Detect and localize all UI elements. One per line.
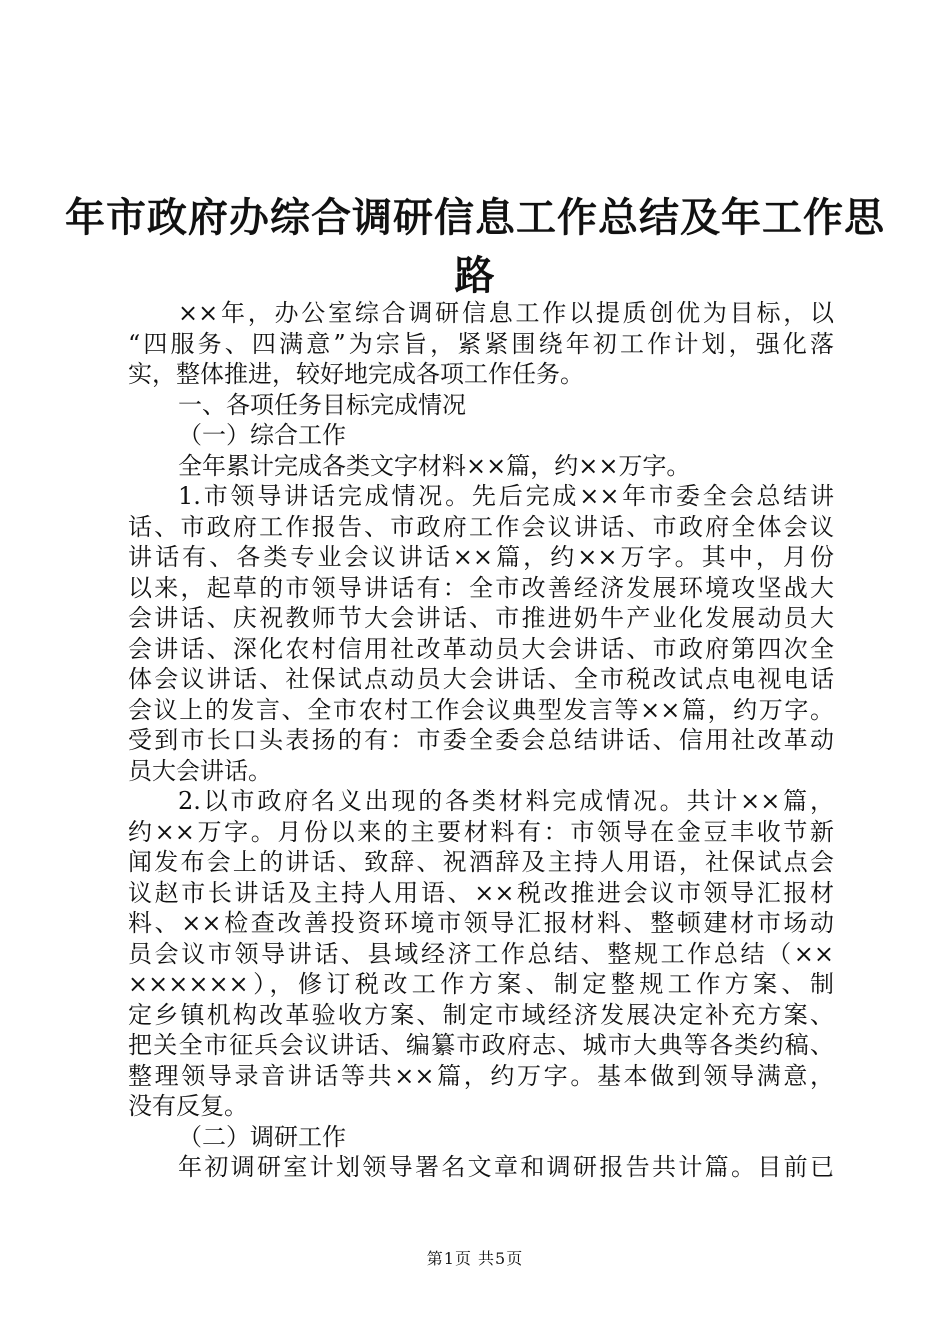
paragraph-line: 受到市长口头表扬的有：市委全委会总结讲话、信用社改革动	[128, 726, 834, 754]
paragraph-line: 会讲话、深化农村信用社改革动员大会讲话、市政府第四次全	[128, 634, 834, 663]
document-body	[128, 298, 834, 1183]
paragraph-line: 体会议讲话、社保试点动员大会讲话、全市税改试点电视电话	[128, 665, 834, 693]
paragraph-line: 整理领导录音讲话等共××篇，约万字。基本做到领导满意，	[128, 1061, 834, 1090]
paragraph-line: 议赵市长讲话及主持人用语、××税改推进会议市领导汇报材	[128, 878, 834, 907]
page-footer: 第1页 共5页	[426, 1249, 524, 1268]
paragraph-line: 闻发布会上的讲话、致辞、祝酒辞及主持人用语，社保试点会	[128, 848, 834, 876]
paragraph-line: 会讲话、庆祝教师节大会讲话、市推进奶牛产业化发展动员大	[128, 604, 834, 632]
paragraph-line: 把关全市征兵会议讲话、编纂市政府志、城市大典等各类约稿、	[128, 1031, 834, 1059]
subsection-heading: （一）综合工作	[178, 421, 346, 449]
paragraph-line: ××年，办公室综合调研信息工作以提质创优为目标，以	[178, 299, 834, 327]
paragraph-line: 话、市政府工作报告、市政府工作会议讲话、市政府全体会议	[128, 512, 834, 541]
paragraph-line: 员会议市领导讲话、县域经济工作总结、整规工作总结（××	[128, 939, 834, 968]
document-title-line-1: 年市政府办综合调研信息工作总结及年工作思	[65, 195, 885, 241]
paragraph-line: ××××××），修订税改工作方案、制定整规工作方案、制	[128, 970, 834, 998]
section-heading: 一、各项任务目标完成情况	[178, 390, 466, 419]
paragraph-line: 实，整体推进，较好地完成各项工作任务。	[128, 360, 584, 388]
paragraph-line: 料、××检查改善投资环境市领导汇报材料、整顿建材市场动	[128, 909, 834, 937]
paragraph-line: 没有反复。	[128, 1092, 248, 1120]
paragraph-line: 定乡镇机构改革验收方案、制定市域经济发展决定补充方案、	[128, 1000, 834, 1029]
paragraph-line: 年初调研室计划领导署名文章和调研报告共计篇。目前已	[178, 1153, 834, 1181]
paragraph-line: 2.以市政府名义出现的各类材料完成情况。共计××篇，	[178, 787, 834, 815]
paragraph-line: 全年累计完成各类文字材料××篇，约××万字。	[178, 451, 691, 480]
paragraph-line: 讲话有、各类专业会议讲话××篇，约××万字。其中，月份	[128, 543, 834, 571]
document-title-line-2: 路	[454, 253, 496, 299]
paragraph-line: “四服务、四满意”为宗旨，紧紧围绕年初工作计划，强化落	[128, 329, 834, 358]
paragraph-line: 员大会讲话。	[128, 756, 272, 785]
paragraph-line: 1.市领导讲话完成情况。先后完成××年市委全会总结讲	[178, 482, 834, 510]
paragraph-line: 以来，起草的市领导讲话有：全市改善经济发展环境攻坚战大	[128, 573, 834, 602]
paragraph-line: 约××万字。月份以来的主要材料有：市领导在金豆丰收节新	[128, 817, 834, 846]
subsection-heading: （二）调研工作	[178, 1122, 346, 1151]
paragraph-line: 会议上的发言、全市农村工作会议典型发言等××篇，约万字。	[128, 695, 834, 724]
